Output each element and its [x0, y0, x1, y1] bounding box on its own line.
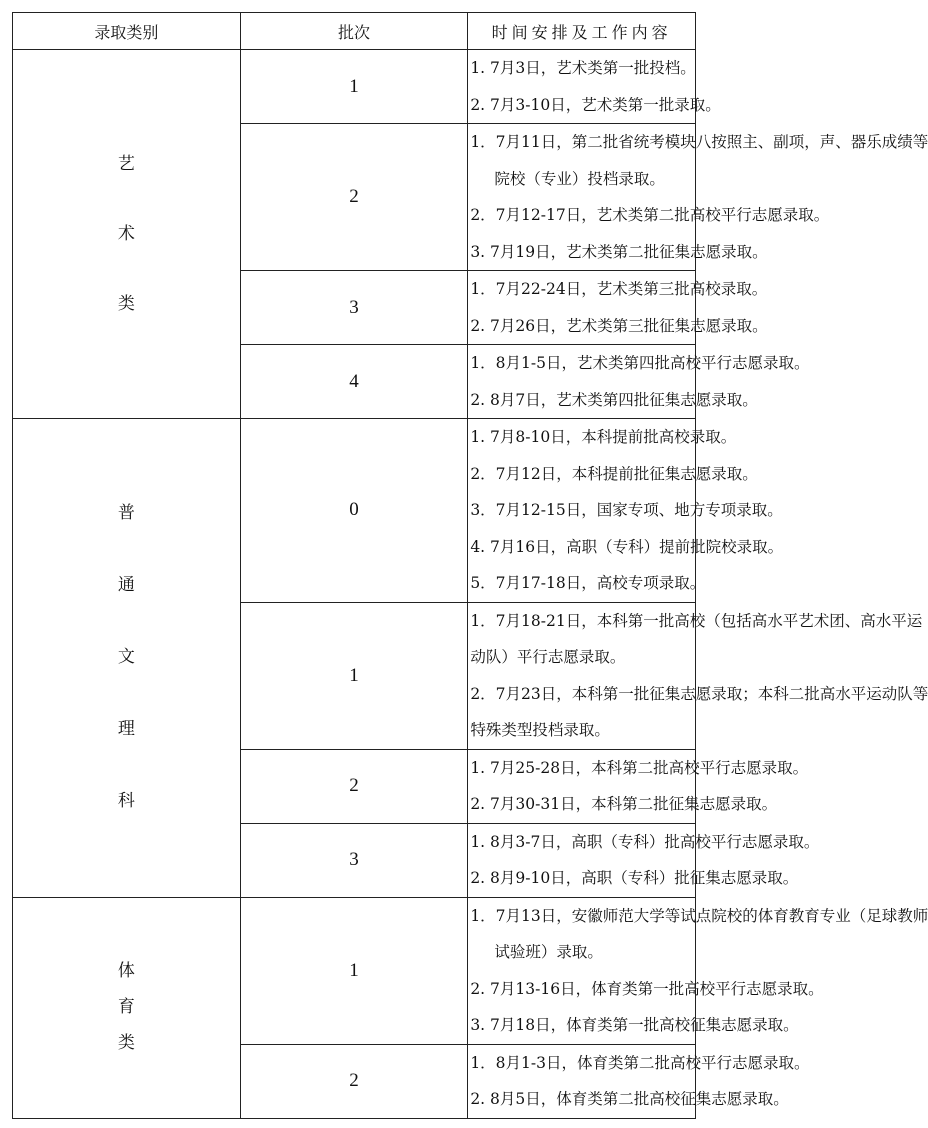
header-content: 时间安排及工作内容 — [468, 13, 696, 50]
batch-cell: 0 — [240, 419, 468, 603]
schedule-line: 1. 7月3日，艺术类第一批投档。 — [470, 59, 696, 77]
category-cell — [13, 50, 241, 419]
batch-cell: 1 — [240, 602, 468, 749]
schedule-line: 1．7月18-21日，本科第一批高校（包括高水平艺术团、高水平运 — [470, 611, 923, 630]
schedule-line: 3. 7月18日，体育类第一批高校征集志愿录取。 — [470, 1016, 799, 1034]
schedule-line: 院校（专业）投档录取。 — [494, 169, 665, 188]
schedule-line: 2. 8月5日，体育类第二批高校征集志愿录取。 — [470, 1090, 789, 1108]
category-char: 理 — [117, 719, 135, 740]
schedule-line: 1．8月1-3日，体育类第二批高校平行志愿录取。 — [470, 1053, 810, 1072]
schedule-line: 2. 7月26日，艺术类第三批征集志愿录取。 — [470, 316, 768, 335]
category-char: 普 — [117, 503, 135, 524]
schedule-line: 1．8月1-5日，艺术类第四批高校平行志愿录取。 — [470, 354, 810, 372]
schedule-line: 试验班）录取。 — [494, 943, 603, 961]
schedule-line: 2. 8月7日，艺术类第四批征集志愿录取。 — [470, 390, 758, 409]
content-cell — [468, 823, 820, 897]
content-cell — [468, 897, 928, 1044]
content-cell — [468, 124, 928, 271]
batch-cell: 1 — [240, 897, 468, 1044]
schedule-line: 4. 7月16日，高职（专科）提前批院校录取。 — [470, 537, 784, 556]
category-char: 育 — [117, 997, 135, 1017]
schedule-line: 3．7月12-15日，国家专项、地方专项录取。 — [470, 501, 783, 519]
schedule-line: 2．7月23日，本科第一批征集志愿录取；本科二批高水平运动队等 — [470, 684, 928, 703]
category-char: 术 — [117, 223, 135, 244]
schedule-line: 1. 7月8-10日，本科提前批高校录取。 — [470, 428, 737, 446]
category-char: 类 — [117, 1033, 135, 1053]
schedule-line: 2．7月12日，本科提前批征集志愿录取。 — [470, 464, 758, 483]
category-char: 类 — [117, 293, 135, 314]
schedule-line: 2．7月12-17日，艺术类第二批高校平行志愿录取。 — [470, 206, 830, 224]
schedule-line: 特殊类型投档录取。 — [470, 721, 610, 739]
category-cell — [13, 419, 241, 898]
header-category: 录取类别 — [13, 13, 241, 50]
content-cell — [468, 749, 809, 823]
content-cell — [468, 50, 721, 124]
table-row — [13, 897, 696, 1044]
schedule-line: 2. 7月13-16日，体育类第一批高校平行志愿录取。 — [470, 979, 824, 998]
schedule-line: 1．7月13日，安徽师范大学等试点院校的体育教育专业（足球教师 — [470, 906, 928, 925]
schedule-line: 2. 7月30-31日，本科第二批征集志愿录取。 — [470, 795, 778, 813]
table-row — [13, 50, 696, 124]
category-char: 艺 — [117, 153, 135, 174]
content-cell — [468, 602, 928, 749]
category-cell — [13, 897, 241, 1118]
content-cell — [468, 1044, 810, 1118]
header-batch: 批次 — [240, 13, 468, 50]
category-char: 通 — [117, 575, 135, 596]
schedule-line: 1. 7月25-28日，本科第二批高校平行志愿录取。 — [470, 758, 809, 777]
category-char: 科 — [117, 791, 135, 812]
category-char: 体 — [117, 961, 135, 981]
content-cell — [468, 419, 784, 603]
schedule-line: 1. 8月3-7日，高职（专科）批高校平行志愿录取。 — [470, 832, 820, 851]
schedule-line: 2. 7月3-10日，艺术类第一批录取。 — [470, 95, 721, 114]
admission-schedule-table — [12, 12, 928, 1119]
content-cell — [468, 345, 810, 419]
table-body — [13, 50, 928, 1119]
schedule-line: 3. 7月19日，艺术类第二批征集志愿录取。 — [470, 242, 768, 261]
schedule-line: 1．7月11日，第二批省统考模块八按照主、副项，声、器乐成绩等 — [470, 133, 928, 151]
schedule-line: 5．7月17-18日，高校专项录取。 — [470, 574, 706, 592]
batch-cell: 3 — [240, 823, 468, 897]
category-char: 文 — [117, 647, 135, 668]
batch-cell: 1 — [240, 50, 468, 124]
schedule-line: 2. 8月9-10日，高职（专科）批征集志愿录取。 — [470, 869, 799, 887]
batch-cell: 4 — [240, 345, 468, 419]
header-row — [13, 13, 696, 50]
batch-cell: 2 — [240, 1044, 468, 1118]
batch-cell: 2 — [240, 749, 468, 823]
content-cell — [468, 271, 768, 345]
batch-cell: 3 — [240, 271, 468, 345]
table-row — [13, 419, 696, 603]
batch-cell: 2 — [240, 124, 468, 271]
schedule-line: 动队）平行志愿录取。 — [470, 648, 626, 666]
schedule-line: 1．7月22-24日，艺术类第三批高校录取。 — [470, 280, 768, 298]
